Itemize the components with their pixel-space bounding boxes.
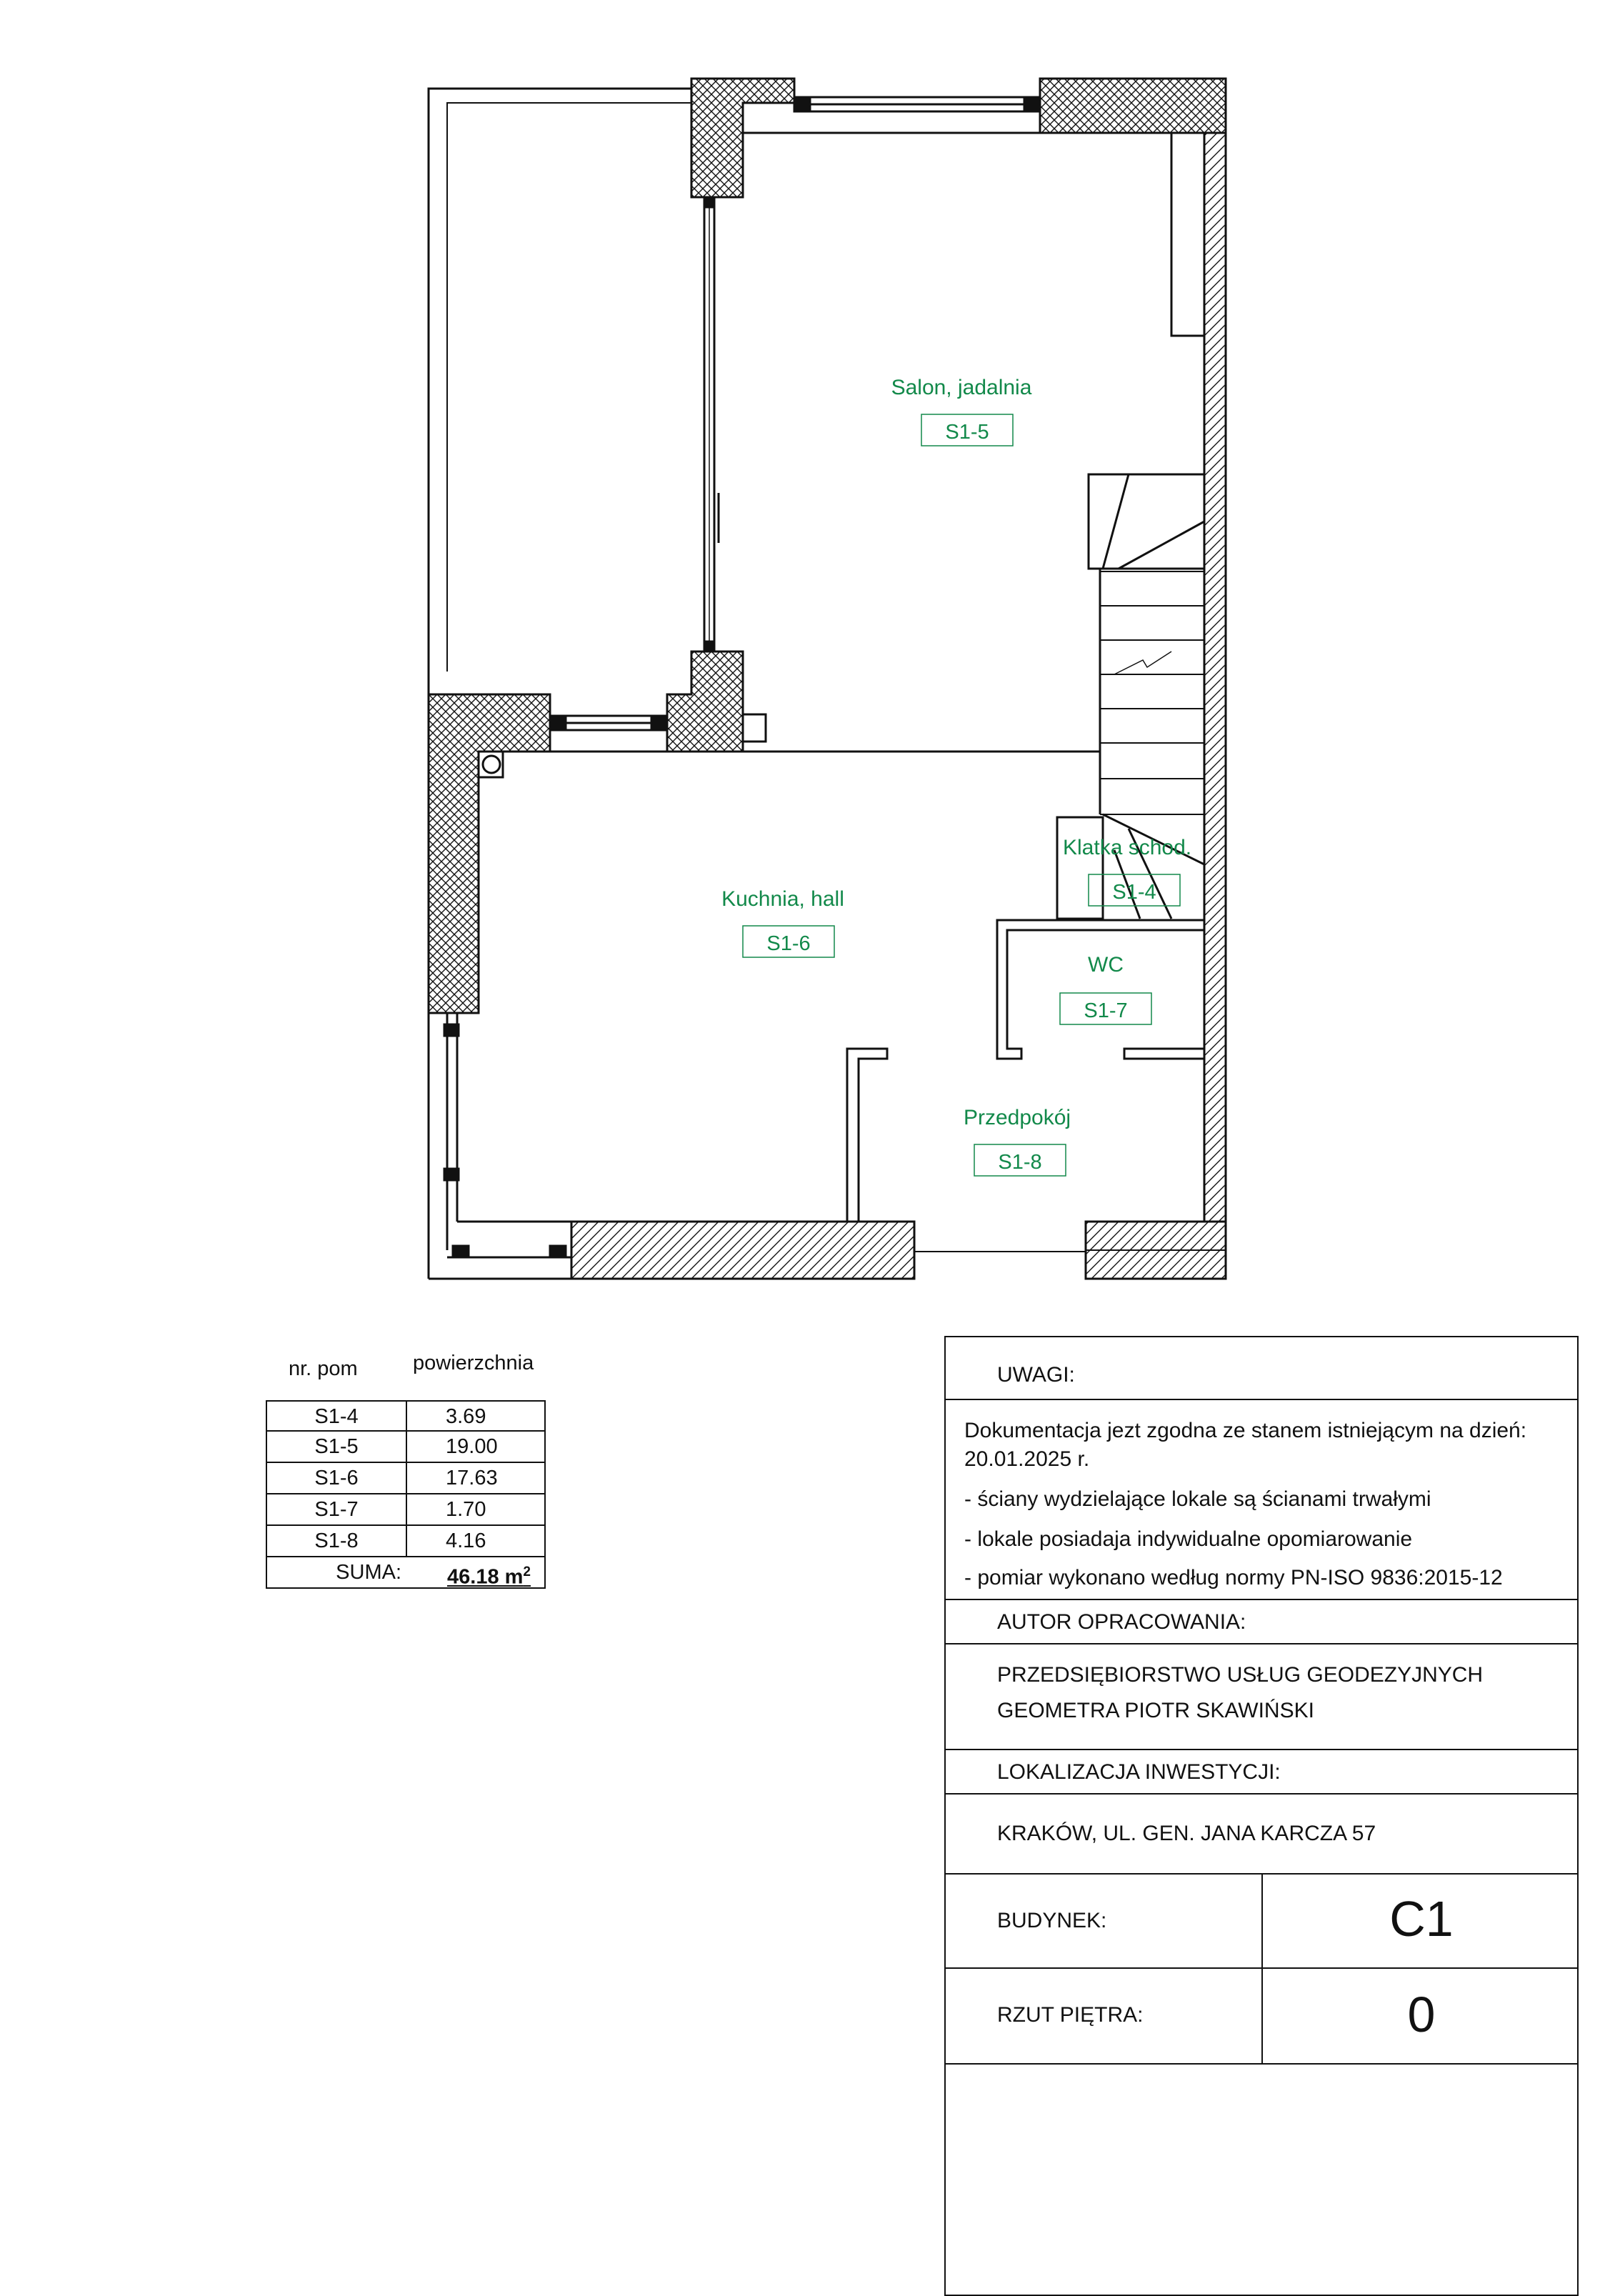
uwagi-line-2: 20.01.2025 r. bbox=[964, 1447, 1090, 1471]
table-cell-id: S1-4 bbox=[267, 1402, 407, 1430]
rzut-row bbox=[946, 1969, 1577, 2065]
note-3: - pomiar wykonano według normy PN-ISO 9836:2015-12 bbox=[964, 1566, 1503, 1589]
autor-line-2: GEOMETRA PIOTR SKAWIŃSKI bbox=[997, 1699, 1314, 1722]
table-cell-id: S1-5 bbox=[267, 1432, 407, 1462]
table-cell-id: S1-7 bbox=[267, 1494, 407, 1524]
lokalizacja-title: LOKALIZACJA INWESTYCJI: bbox=[997, 1760, 1281, 1784]
table-cell-area: 17.63 bbox=[446, 1467, 498, 1489]
uwagi-line-1: Dokumentacja jezt zgodna ze stanem istniejącym na dzień: bbox=[964, 1419, 1527, 1442]
autor-header-row bbox=[946, 1600, 1577, 1644]
table-cell-area: 4.16 bbox=[446, 1529, 486, 1552]
room-code-przedpokoj: S1-8 bbox=[998, 1151, 1042, 1174]
lokalizacja-header-row bbox=[946, 1750, 1577, 1795]
room-label-salon: Salon, jadalnia bbox=[891, 376, 1032, 399]
budynek-row bbox=[946, 1875, 1577, 1969]
room-code-wc: S1-7 bbox=[1084, 999, 1128, 1022]
budynek-value: C1 bbox=[1389, 1891, 1454, 1947]
uwagi-body-row bbox=[946, 1400, 1577, 1600]
lokalizacja-value: KRAKÓW, UL. GEN. JANA KARCZA 57 bbox=[997, 1822, 1376, 1845]
room-labels bbox=[721, 376, 1191, 1176]
table-cell-area: 19.00 bbox=[446, 1435, 498, 1458]
table-cell-area: 1.70 bbox=[446, 1498, 486, 1521]
note-1: - ściany wydzielające lokale są ścianami trwałymi bbox=[964, 1487, 1431, 1511]
budynek-label: BUDYNEK: bbox=[997, 1909, 1107, 1932]
uwagi-title: UWAGI: bbox=[997, 1363, 1075, 1387]
walls bbox=[429, 79, 1226, 1279]
table-cell-id: S1-8 bbox=[267, 1526, 407, 1556]
room-label-klatka: Klatka schod. bbox=[1063, 836, 1192, 859]
title-block bbox=[944, 1336, 1579, 2296]
room-code-salon: S1-5 bbox=[945, 421, 989, 444]
room-code-klatka: S1-4 bbox=[1112, 881, 1156, 904]
sum-value: 46.18 $m^2$ bbox=[447, 1564, 531, 1589]
autor-line-1: PRZEDSIĘBIORSTWO USŁUG GEODEZYJNYCH bbox=[997, 1663, 1484, 1687]
table-row bbox=[266, 1463, 546, 1494]
room-label-kuchnia: Kuchnia, hall bbox=[721, 887, 844, 911]
rzut-value: 0 bbox=[1407, 1987, 1436, 2042]
table-row bbox=[266, 1432, 546, 1463]
table-header-area: powierzchnia bbox=[413, 1352, 534, 1374]
table-header-id: nr. pom bbox=[289, 1357, 358, 1380]
table-cell-area: 3.69 bbox=[446, 1405, 486, 1428]
note-2: - lokale posiadaja indywidualne opomiarowanie bbox=[964, 1527, 1413, 1551]
room-label-wc: WC bbox=[1088, 953, 1124, 977]
autor-body-row bbox=[946, 1644, 1577, 1750]
sum-label: SUMA: bbox=[336, 1561, 401, 1584]
table-sum-row bbox=[266, 1557, 546, 1589]
table-cell-id: S1-6 bbox=[267, 1463, 407, 1493]
table-row bbox=[266, 1494, 546, 1526]
room-code-kuchnia: S1-6 bbox=[766, 932, 811, 955]
rzut-label: RZUT PIĘTRA: bbox=[997, 2003, 1144, 2027]
lokalizacja-body-row bbox=[946, 1795, 1577, 1875]
table-row bbox=[266, 1400, 546, 1432]
uwagi-header-row bbox=[946, 1337, 1577, 1400]
room-label-przedpokoj: Przedpokój bbox=[963, 1106, 1071, 1129]
autor-title: AUTOR OPRACOWANIA: bbox=[997, 1610, 1246, 1634]
table-row bbox=[266, 1526, 546, 1557]
